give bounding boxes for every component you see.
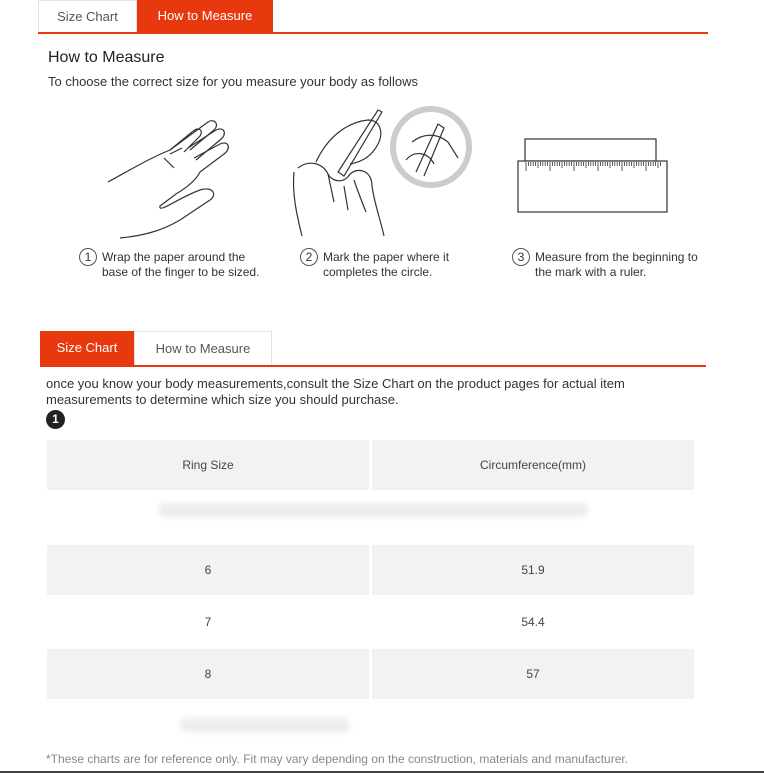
intro-line-2: measurements to determine which size you should purchase.: [46, 392, 399, 407]
table-number-badge: 1: [46, 410, 65, 429]
top-tab-bar: [38, 0, 708, 34]
step-text-line1: Wrap the paper around the: [102, 250, 246, 264]
how-to-measure-title: How to Measure: [48, 49, 165, 66]
step-2: [300, 250, 500, 280]
header-ring-size: Ring Size: [47, 440, 369, 490]
mark-paper-illustration: [288, 102, 478, 242]
tab-how-to-measure[interactable]: How to Measure: [134, 331, 272, 365]
table-cell-circumference: 51.9: [372, 545, 694, 595]
step-text-line1: Measure from the beginning to: [535, 250, 698, 264]
header-circumference: Circumference(mm): [372, 440, 694, 490]
table-cell-size: 6: [47, 545, 369, 595]
step-1: [79, 250, 279, 280]
step-number: 3: [512, 248, 530, 266]
disclaimer-footnote: *These charts are for reference only. Fit may vary depending on the construction, materials and manufacturer.: [46, 752, 629, 766]
step-3: [512, 250, 732, 280]
tab-size-chart[interactable]: Size Chart: [38, 0, 137, 32]
how-to-measure-subtitle: To choose the correct size for you measure your body as follows: [48, 74, 418, 89]
hand-wrap-illustration: [100, 110, 240, 240]
blurred-row: [180, 718, 350, 732]
step-text-line2: the mark with a ruler.: [535, 265, 647, 279]
table-cell-size: 7: [47, 597, 369, 647]
table-cell-circumference: 57: [372, 649, 694, 699]
size-chart-tab-bar: [40, 331, 706, 367]
table-cell-circumference: 54.4: [372, 597, 694, 647]
intro-line-1: once you know your body measurements,consult the Size Chart on the product pages for actual item: [46, 376, 625, 391]
step-number: 1: [79, 248, 97, 266]
step-number: 2: [300, 248, 318, 266]
step-text-line2: base of the finger to be sized.: [102, 265, 260, 279]
size-chart-intro: [46, 376, 686, 408]
ruler-illustration: [516, 138, 672, 216]
bottom-divider: [0, 771, 764, 773]
step-text-line2: completes the circle.: [323, 265, 433, 279]
tab-size-chart[interactable]: Size Chart: [40, 331, 134, 365]
step-text-line1: Mark the paper where it: [323, 250, 450, 264]
tab-how-to-measure[interactable]: How to Measure: [137, 0, 273, 32]
blurred-row: [158, 503, 588, 517]
table-cell-size: 8: [47, 649, 369, 699]
